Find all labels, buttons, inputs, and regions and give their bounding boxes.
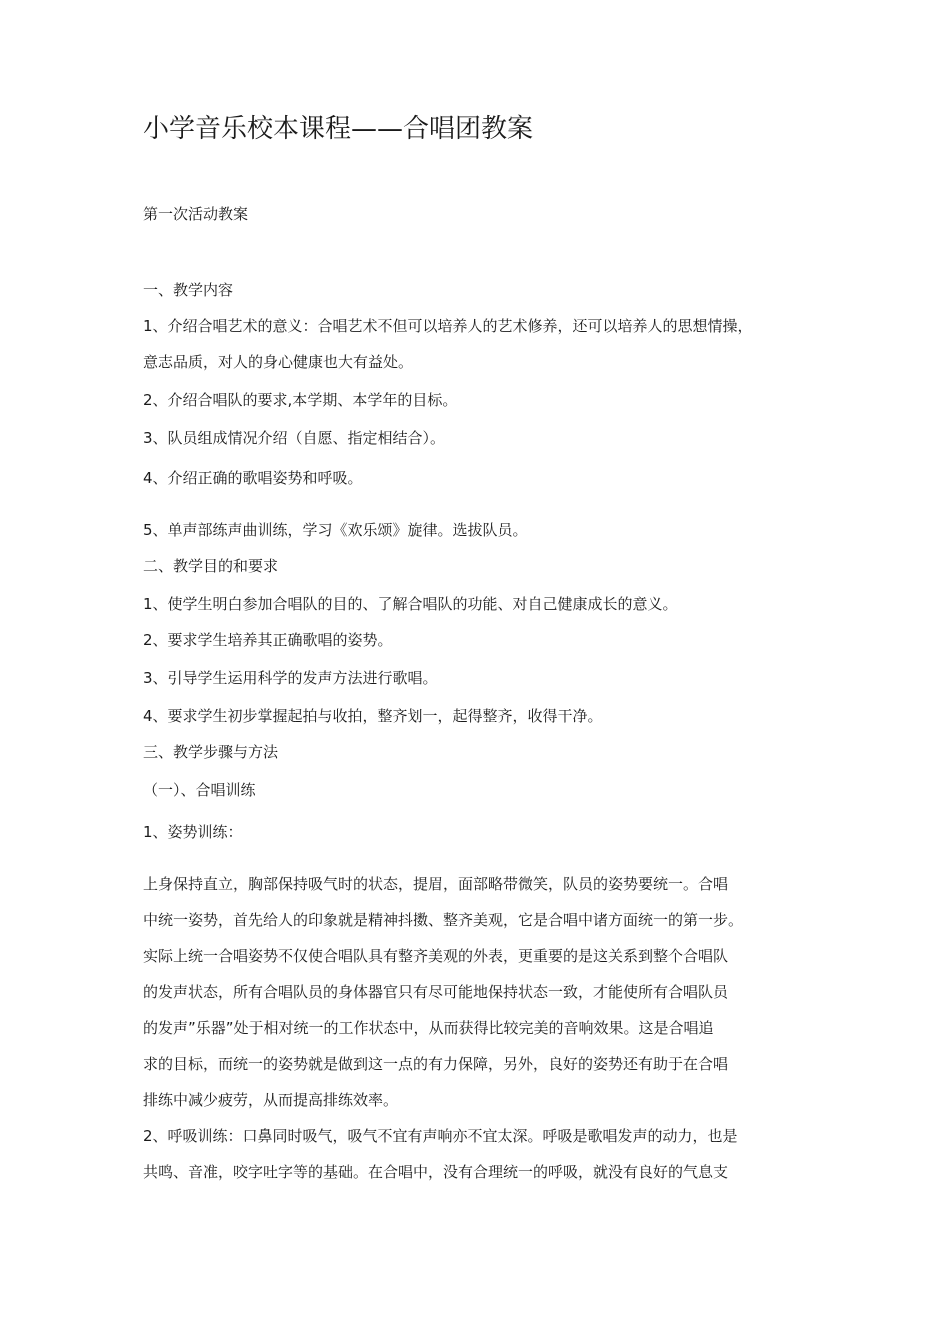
posture-paragraph-line: 排练中减少疲劳，从而提高排练效率。 xyxy=(143,1091,399,1109)
goal-item-2: 2、要求学生培养其正确歌唱的姿势。 xyxy=(143,631,393,649)
content-item-5: 5、单声部练声曲训练，学习《欢乐颂》旋律。选拔队员。 xyxy=(143,521,528,539)
posture-paragraph-line: 求的目标，而统一的姿势就是做到这一点的有力保障，另外，良好的姿势还有助于在合唱 xyxy=(143,1055,729,1073)
section-heading-content: 一、教学内容 xyxy=(143,281,234,299)
posture-paragraph-line: 中统一姿势，首先给人的印象就是精神抖擞、整齐美观，它是合唱中诸方面统一的第一步。 xyxy=(143,911,744,929)
goal-item-3: 3、引导学生运用科学的发声方法进行歌唱。 xyxy=(143,669,438,687)
posture-paragraph-line: 实际上统一合唱姿势不仅使合唱队具有整齐美观的外表，更重要的是这关系到整个合唱队 xyxy=(143,947,729,965)
section-heading-steps: 三、教学步骤与方法 xyxy=(143,743,279,761)
content-item-3: 3、队员组成情况介绍（自愿、指定相结合）。 xyxy=(143,429,446,447)
posture-paragraph-line: 的发声状态，所有合唱队员的身体器官只有尽可能地保持状态一致，才能使所有合唱队员 xyxy=(143,983,729,1001)
goal-item-4: 4、要求学生初步掌握起拍与收拍，整齐划一，起得整齐，收得干净。 xyxy=(143,707,603,725)
posture-training-heading: 1、姿势训练： xyxy=(143,823,243,841)
subsection-choir-training: （一）、合唱训练 xyxy=(143,781,256,799)
breath-paragraph-line: 2、呼吸训练：口鼻同时吸气，吸气不宜有声响亦不宜太深。呼吸是歌唱发声的动力，也是 xyxy=(143,1127,738,1145)
document-title: 小学音乐校本课程——合唱团教案 xyxy=(143,114,534,144)
content-item-1-line-1: 1、介绍合唱艺术的意义：合唱艺术不但可以培养人的艺术修养，还可以培养人的思想情操， xyxy=(143,317,753,335)
content-item-4: 4、介绍正确的歌唱姿势和呼吸。 xyxy=(143,469,363,487)
section-heading-goals: 二、教学目的和要求 xyxy=(143,557,279,575)
content-item-1-line-2: 意志品质，对人的身心健康也大有益处。 xyxy=(143,353,414,371)
content-item-2: 2、介绍合唱队的要求,本学期、本学年的目标。 xyxy=(143,391,458,409)
goal-item-1: 1、使学生明白参加合唱队的目的、了解合唱队的功能、对自己健康成长的意义。 xyxy=(143,595,678,613)
posture-paragraph-line: 上身保持直立，胸部保持吸气时的状态，提眉，面部略带微笑，队员的姿势要统一。合唱 xyxy=(143,875,729,893)
breath-paragraph-line: 共鸣、音准，咬字吐字等的基础。在合唱中，没有合理统一的呼吸，就没有良好的气息支 xyxy=(143,1163,729,1181)
posture-paragraph-line: 的发声”乐器”处于相对统一的工作状态中，从而获得比较完美的音响效果。这是合唱追 xyxy=(143,1019,714,1037)
activity-subtitle: 第一次活动教案 xyxy=(143,205,249,223)
